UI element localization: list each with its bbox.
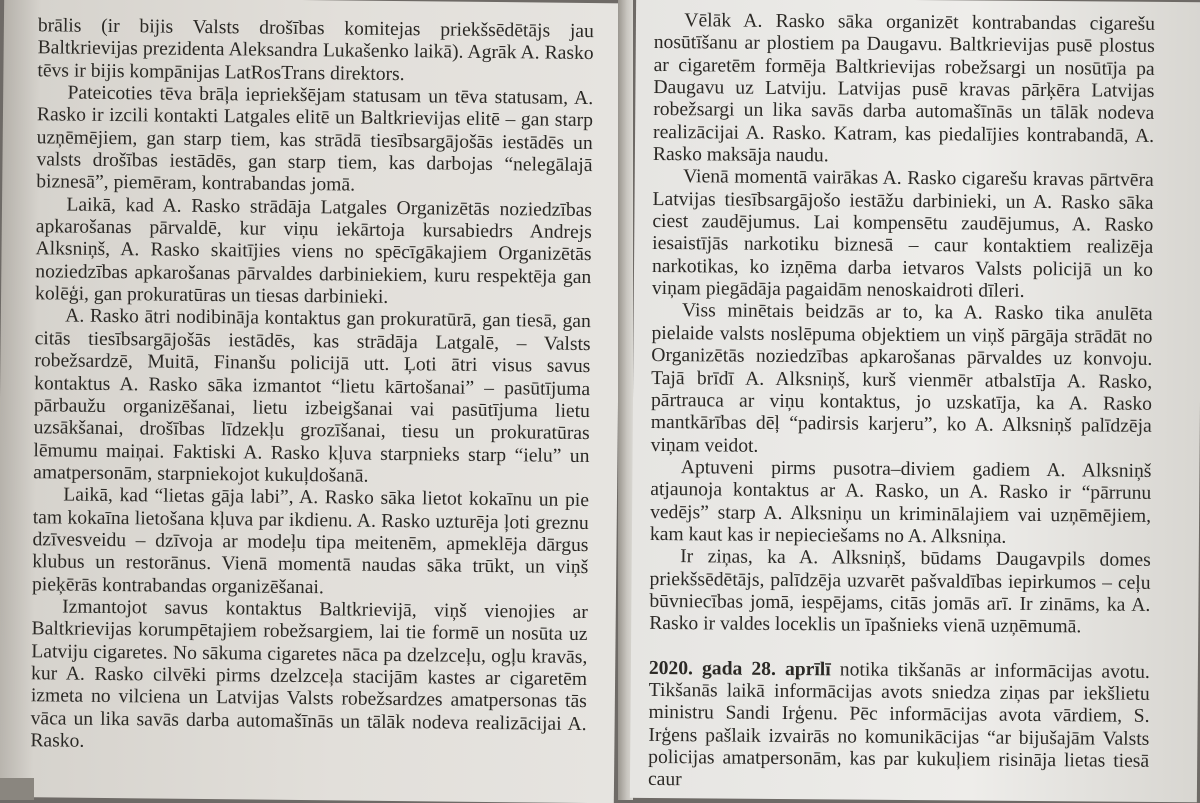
background-corner [0,778,34,800]
entry-text: notika tikšanās ar informācijas avotu. Tikšanās laikā informācijas avots sniedza ziņas par iekšlietu ministru Sandi Irģenu. Pēc informācijas avota vārdiem, S. Irģens pašlaik izvairās no komunikācijas “ar bijušajām Valsts policijas amatpersonām, kas par kukuļiem risināja lietas tiesā caur [647,658,1150,791]
right-page [630,0,1200,802]
dated-entry [648,658,1150,796]
right-paragraph-4: Aptuveni pirms pusotra–diviem gadiem A. Alksniņš atjaunoja kontaktus ar A. Rasko, un A. Rasko ir “pārrunu vedējs” starp A. Alksniņu un kriminālajiem vai uzņēmējiem, kam kaut kas ir nepieciešams no A. Alksniņa. [649,457,1152,548]
right-paragraph-5: Ir ziņas, ka A. Alksniņš, būdams Daugavpils domes priekšsēdētājs, palīdzēja uzvarēt pašvaldības iepirkumos – ceļu būvniecības jomā, iespējams, citās jomās arī. Ir zināms, ka A. Rasko ir valdes loceklis un īpašnieks vienā uzņēmumā. [649,546,1151,638]
left-paragraph-2: Pateicoties tēva brāļa iepriekšējam statusam un tēva statusam, A. Rasko ir izcili kontakti Latgales elitē un Baltkrievijas elitē – gan starp uzņēmējiem, gan starp tiem, kas strādā tiesībsargājošās iestādēs un valsts drošības iestādēs, gan starp tiem, kas darbojas “nelegālajā biznesā”, piemēram, kontrabandas jomā. [36,82,594,196]
entry-date: 2020. gada 28. aprīlī [648,657,831,680]
left-paragraph-1: brālis (ir bijis Valsts drošības komitejas priekšsēdētājs jau Baltkrievijas prezidenta Aleksandra Lukašenko laikā). Agrāk A. Rasko tēvs ir bijis kompānijas LatRosTrans direktors. [37,15,594,85]
right-paragraph-1: Vēlāk A. Rasko sāka organizēt kontrabandas cigarešu nosūtīšanu ar plostiem pa Daugavu. Baltkrievijas pusē plostus ar cigaretēm formēja Baltkrievijas robežsargi un nosūtīja pa Daugavu uz Latviju. Latvijas pusē kravas pārķēra Latvijas robežsargi un lika savās darba automašīnās un tālāk nodeva realizācijai A. Rasko. Katram, kas piedalījies kontrabandā, A. Rasko maksāja naudu. [652,10,1156,167]
left-paragraph-5: Laikā, kad “lietas gāja labi”, A. Rasko sāka lietot kokaīnu un pie tam kokaīna lietošana kļuva par ikdienu. A. Rasko uzturēja ļoti greznu dzīvesveidu – dzīvoja ar modeļu tipa meitenēm, apmeklēja dārgus klubus un restorānus. Vienā momentā naudas sāka trūkt, un viņš pieķērās kontrabandas organizēšanai. [31,484,590,598]
left-paragraph-6: Izmantojot savus kontaktus Baltkrievijā, viņš vienojies ar Baltkrievijas korumpētajiem robežsargiem, lai tie formē un nosūta uz Latviju cigaretes. No sākuma cigaretes nāca pa dzelzceļu, ogļu kravās, kur A. Rasko cilvēki pirms dzelzceļa stacijām kastes ar cigaretēm izmeta no vilciena un Latvijas Valsts robežsardzes amatpersonas tās vāca un lika savās darba automašīnās un tālāk nodeva realizācijai A. Rasko. [30,596,588,752]
left-paragraph-3: Laikā, kad A. Rasko strādāja Latgales Organizētās noziedzības apkarošanas pārvaldē, kur viņu iekārtoja kursabiedrs Andrejs Alksniņš, A. Rasko skaitījies viens no spēcīgākajiem Organizētās noziedzības apkarošanas pārvaldes darbiniekiem, kuru respektēja gan kolēģi, gan prokuratūras un tiesas darbinieki. [34,194,593,309]
right-paragraph-3: Viss minētais beidzās ar to, ka A. Rasko tika anulēta pielaide valsts noslēpuma objektiem un viņš pārgāja strādāt no Organizētās noziedzības apkarošanas pārvaldes uz konvoju. Tajā brīdī A. Alksniņš, kurš vienmēr atbalstīja A. Rasko, pārtrauca ar viņu kontaktus, jo uzskatīja, ka A. Rasko mantkārības dēļ “padirsis karjeru”, ko A. Alksniņš palīdzēja viņam veidot. [650,300,1153,457]
right-paragraph-2: Vienā momentā vairākas A. Rasko cigarešu kravas pārtvēra Latvijas tiesībsargājošo iestāžu darbinieki, un A. Rasko sāka ciest zaudējumus. Lai kompensētu zaudējumus, A. Rasko iesaistījās narkotiku biznesā – caur kontaktiem realizēja narkotikas, ko izņēma darba ietvaros Valsts policijā un ko viņam piegādāja pagaidām nenoskaidroti dīleri. [651,166,1154,302]
left-paragraph-4: A. Rasko ātri nodibināja kontaktus gan prokuratūrā, gan tiesā, gan citās tiesībsargājošās iestādēs, kas strādāja Latgalē, – Valsts robežsardzē, Muitā, Finanšu policijā utt. Ļoti ātri visus savus kontaktus A. Rasko sāka izmantot “lietu kārtošanai” – pasūtījuma pārbaužu organizēšanai, lietu izbeigšanai vai pasūtījuma lietu uzsākšanai, drošības līdzekļu grozīšanai, tiesu un prokuratūras lēmumu maiņai. Faktiski A. Rasko kļuva starpnieks starp “ielu” un amatpersonām, starpniekojot kukuļdošanā. [33,306,591,487]
